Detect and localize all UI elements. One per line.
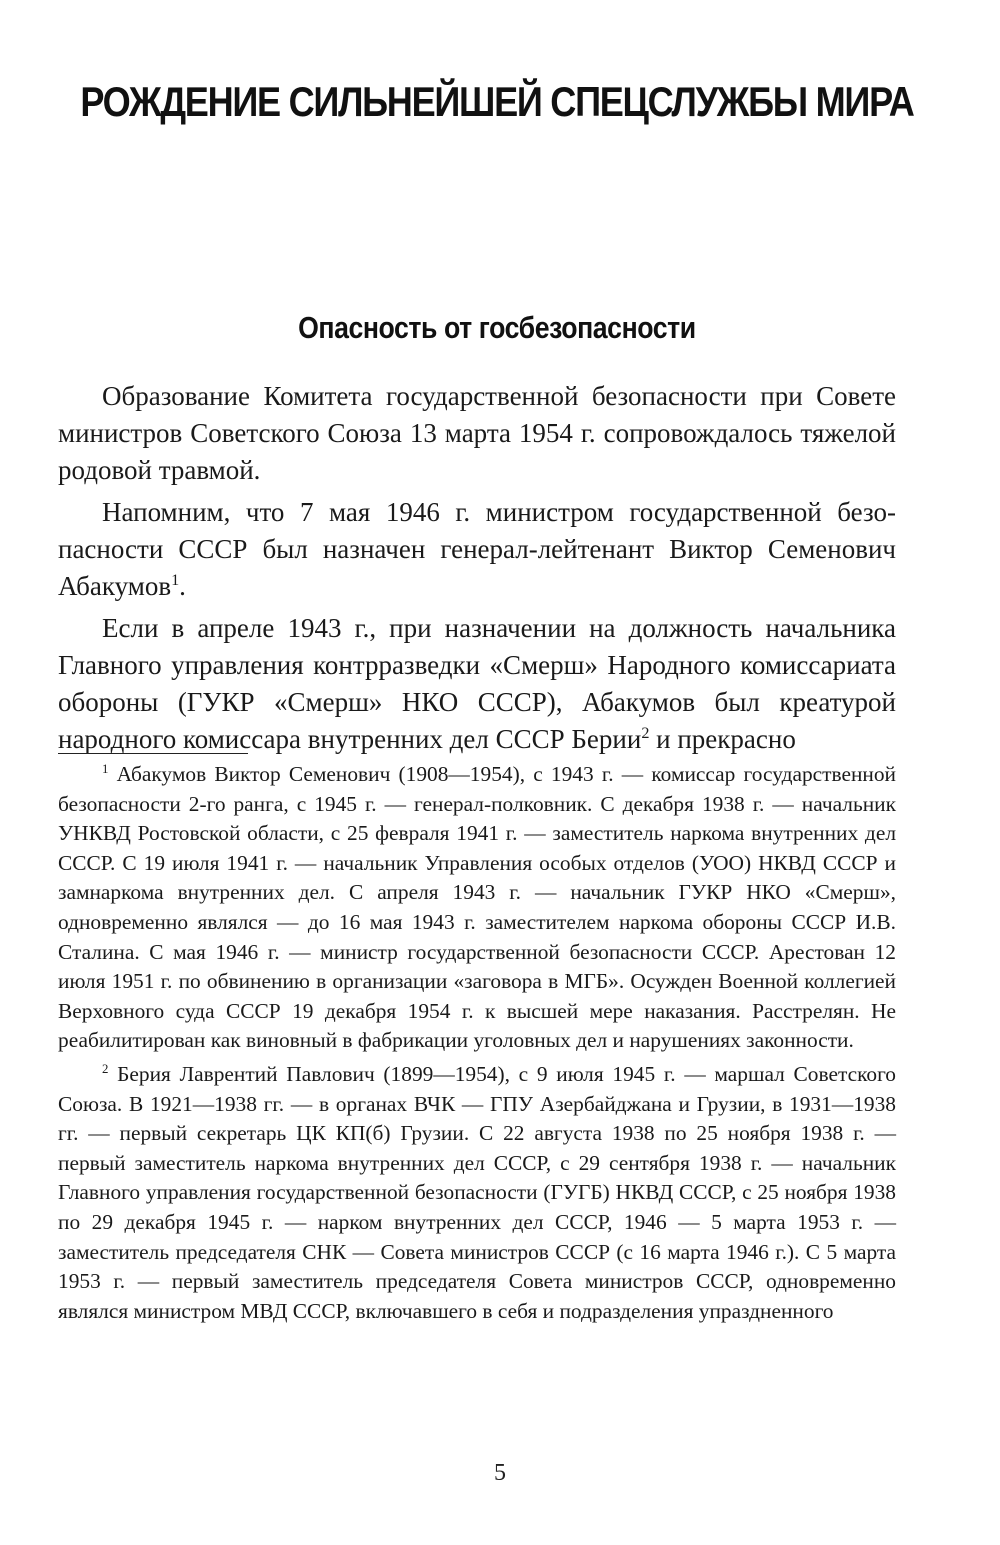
paragraph-2-text: Напомним, что 7 мая 1946 г. министром государственной безопасности СССР был назначен генерал-лейтенант Виктор Семенович Абакумов (58, 497, 896, 601)
footnotes (58, 760, 896, 1330)
footnote-1-mark: 1 (102, 761, 109, 776)
footnote-1-text: Абакумов Виктор Семенович (1908—1954), с 1943 г. — комиссар государственной безопасности 2-го ранга, с 1945 г. — генерал-полковник. С декабря 1938 г. — начальник УНКВД Ростовской области, с 25 февраля 1941 г. — заместитель наркома внутренних дел СССР. С 19 июля 1941 г. — начальник Управления особых отделов (УОО) НКВД СССР и замнаркома внутренних дел. С апреля 1943 г. — начальник ГУКР НКО «Смерш», одновременно являлся — до 16 мая 1943 г. заместителем наркома обороны СССР И.В. Сталина. С мая 1946 г. — министр государственной безопасности СССР. Арестован 12 июля 1951 г. по обвинению в организации «заговора в МГБ». Осужден Военной коллегией Верховного суда СССР 19 декабря 1954 г. к высшей мере наказания. Расстрелян. Не реабилитирован как виновный в фабрикации уголовных дел и нарушениях законности. (58, 762, 896, 1053)
section-title: Опасность от госбезопасности (298, 310, 696, 345)
footnote-2 (58, 1060, 896, 1326)
footnote-separator (58, 753, 248, 754)
paragraph-2 (58, 494, 896, 605)
paragraph-2-end: . (179, 571, 186, 601)
paragraph-3-text: Если в апреле 1943 г., при назначении на должность начальника Главного управления контрразведки «Смерш» Народного комиссариата обороны (ГУКР «Смерш» НКО СССР), Абакумов был креатурой народного комиссара внутренних дел СССР Берии (58, 613, 896, 754)
page-number: 5 (494, 1460, 506, 1486)
paragraph-1-text: Образование Комитета государственной безопасности при Совете министров Советского Союза 13 марта 1954 г. сопровождалось тяжелой родовой травмой. (58, 381, 896, 485)
chapter-title: РОЖДЕНИЕ СИЛЬНЕЙШЕЙ СПЕЦСЛУЖБЫ МИРА (80, 78, 914, 125)
footnote-1 (58, 760, 896, 1056)
paragraph-3-end: и прекрасно (649, 724, 796, 754)
paragraph-1 (58, 378, 896, 489)
footnote-ref-2: 2 (641, 724, 650, 742)
paragraph-3 (58, 610, 896, 758)
main-text (58, 378, 896, 763)
footnote-ref-1: 1 (171, 571, 180, 589)
footnote-2-mark: 2 (102, 1061, 109, 1076)
footnote-2-text: Берия Лаврентий Павлович (1899—1954), с 9 июля 1945 г. — маршал Советского Союза. В 1921—1938 гг. — в органах ВЧК — ГПУ Азербайджана и Грузии, в 1931—1938 гг. — первый секретарь ЦК КП(б) Грузии. С 22 августа 1938 по 25 ноября 1938 г. — первый заместитель наркома внутренних дел СССР, с 29 сентября 1938 г. — начальник Главного управления государственной безопасности (ГУГБ) НКВД СССР, с 25 ноября 1938 по 29 декабря 1945 г. — нарком внутренних дел СССР, 1946 — 5 марта 1953 г. — заместитель председателя СНК — Совета министров СССР (с 16 марта 1946 г.). С 5 марта 1953 г. — первый заместитель председателя Совета министров СССР, одновременно являлся министром МВД СССР, включавшего в себя и подразделения упраздненного (58, 1061, 896, 1323)
